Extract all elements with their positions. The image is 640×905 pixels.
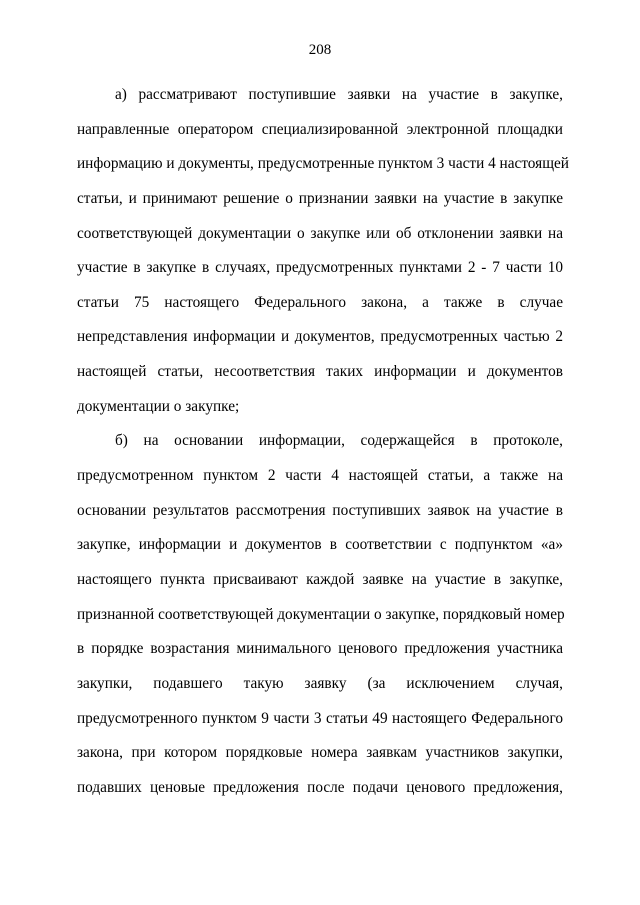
paragraph-b-line: б) на основании информации, содержащейся в протоколе,	[115, 432, 563, 450]
paragraph-a-line: статьи, и принимают решение о признании заявки на участие в закупке	[77, 189, 563, 207]
paragraph-a-line: соответствующей документации о закупке или об отклонении заявки на	[77, 224, 563, 242]
paragraph-a-line: непредставления информации и документов, предусмотренных частью 2	[77, 328, 563, 346]
paragraph-a-line: а) рассматривают поступившие заявки на участие в закупке,	[115, 86, 563, 103]
paragraph-b-line: в порядке возрастания минимального ценового предложения участника	[77, 640, 563, 658]
body-text	[77, 78, 569, 805]
paragraph-b-line: предусмотренном пунктом 2 части 4 настоящей статьи, а также на	[77, 467, 563, 485]
paragraph-a-line: информацию и документы, предусмотренные пунктом 3 части 4 настоящей	[77, 155, 569, 173]
paragraph-b-line: предусмотренного пунктом 9 части 3 статьи 49 настоящего Федерального	[77, 709, 563, 727]
paragraph-b-line: настоящего пункта присваивают каждой заявке на участие в закупке,	[77, 570, 563, 588]
paragraph-b-line: закупки, подавшего такую заявку (за исключением случая,	[77, 674, 563, 692]
paragraph-a-line: участие в закупке в случаях, предусмотренных пунктами 2 - 7 части 10	[77, 259, 563, 277]
paragraph-b-line: признанной соответствующей документации о закупке, порядковый номер	[77, 605, 565, 623]
paragraph-a-line: статьи 75 настоящего Федерального закона, а также в случае	[77, 293, 563, 311]
paragraph-a-line: документации о закупке;	[77, 397, 240, 415]
paragraph-b-line: закупке, информации и документов в соответствии с подпунктом «а»	[77, 536, 563, 554]
paragraph-a-line: направленные оператором специализированной электронной площадки	[77, 120, 563, 138]
paragraph-b-line: основании результатов рассмотрения поступивших заявок на участие в	[77, 501, 563, 519]
paragraph-b-line: подавших ценовые предложения после подачи ценового предложения,	[77, 778, 563, 796]
paragraph-b-line: закона, при котором порядковые номера заявкам участников закупки,	[77, 744, 563, 762]
paragraph-a-line: настоящей статьи, несоответствия таких информации и документов	[77, 363, 563, 381]
page-number: 208	[308, 42, 332, 58]
